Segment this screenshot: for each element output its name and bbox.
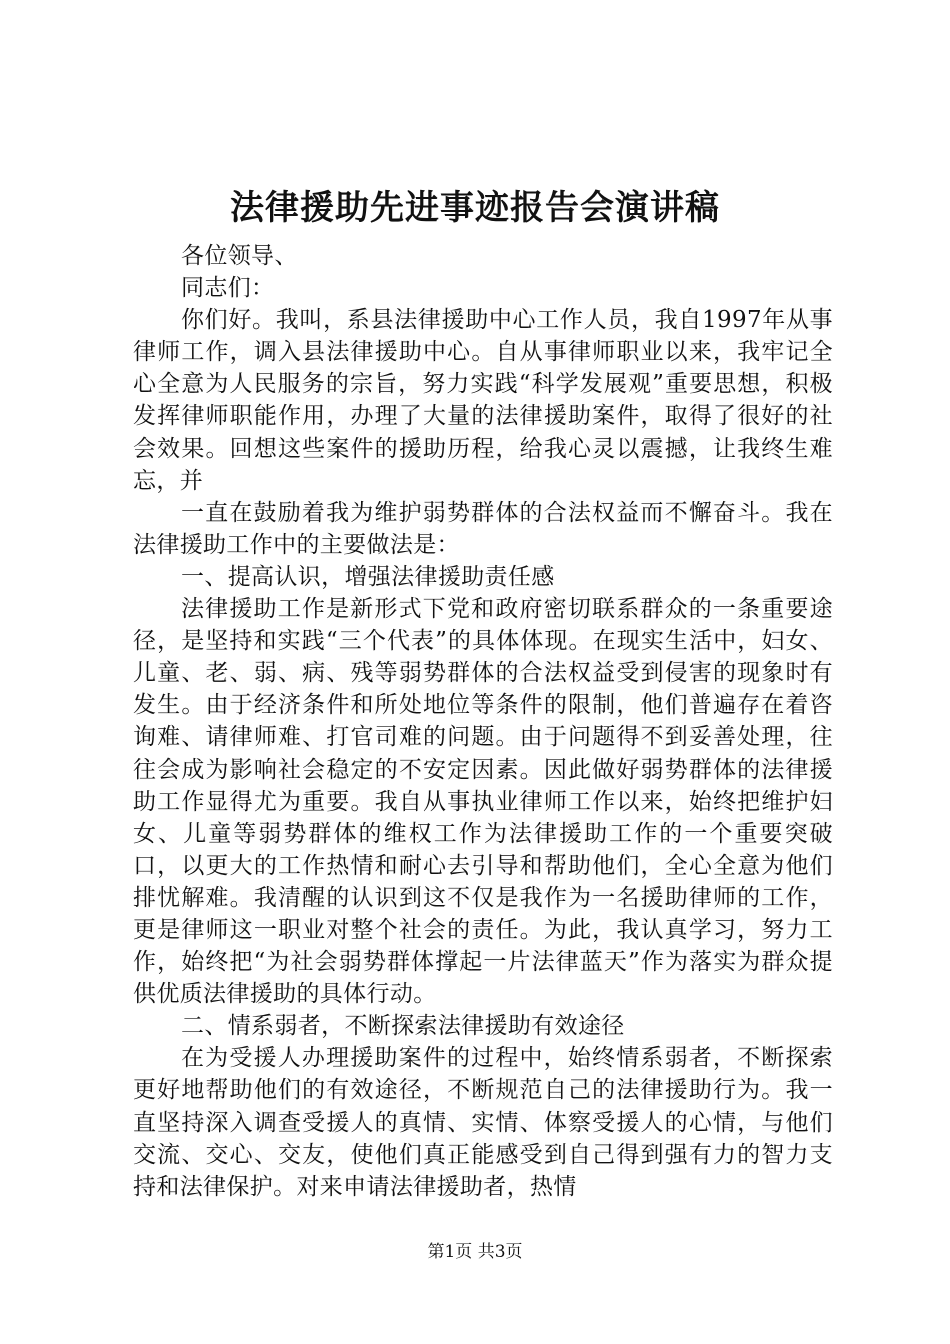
body-paragraph: 你们好。我叫，系县法律援助中心工作人员，我自1997年从事律师工作，调入县法律援助中心。自从事律师职业以来，我牢记全心全意为人民服务的宗旨，努力实践“科学发展观”重要思想，积极发挥律师职能作用，办理了大量的法律援助案件，取得了很好的社会效果。回想这些案件的援助历程，给我心灵以震撼，让我终生难忘，并 [133,307,833,494]
salutation-line-2: 同志们： [181,275,275,302]
section-heading: 一、提高认识，增强法律援助责任感 [181,563,555,590]
page-indicator: 第1页 共3页 [427,1242,523,1262]
body-paragraph: 法律援助工作是新形式下党和政府密切联系群众的一条重要途径，是坚持和实践“三个代表”的具体体现。在现实生活中，妇女、儿童、老、弱、病、残等弱势群体的合法权益受到侵害的现象时有发生。由于经济条件和所处地位等条件的限制，他们普遍存在着咨询难、请律师难、打官司难的问题。由于问题得不到妥善处理，往往会成为影响社会稳定的不安定因素。因此做好弱势群体的法律援助工作显得尤为重要。我自从事执业律师工作以来，始终把维护妇女、儿童等弱势群体的维权工作为法律援助工作的一个重要突破口，以更大的工作热情和耐心去引导和帮助他们，全心全意为他们排忧解难。我清醒的认识到这不仅是我作为一名援助律师的工作，更是律师这一职业对整个社会的责任。为此，我认真学习，努力工作，始终把“为社会弱势群体撑起一片法律蓝天”作为落实为群众提供优质法律援助的具体行动。 [133,596,833,1008]
section-heading: 二、情系弱者，不断探索法律援助有效途径 [181,1013,625,1040]
document-title: 法律援助先进事迹报告会演讲稿 [230,188,720,228]
document-body [133,240,833,1203]
salutation-line-1: 各位领导、 [181,243,298,269]
body-paragraph: 在为受援人办理援助案件的过程中，始终情系弱者，不断探索更好地帮助他们的有效途径，不断规范自己的法律援助行为。我一直坚持深入调查受援人的真情、实情、体察受援人的心情，与他们交流、交心、交友，使他们真正能感受到自己得到强有力的智力支持和法律保护。对来申请法律援助者，热情 [133,1045,833,1200]
body-paragraph: 一直在鼓励着我为维护弱势群体的合法权益而不懈奋斗。我在法律援助工作中的主要做法是： [133,499,833,558]
